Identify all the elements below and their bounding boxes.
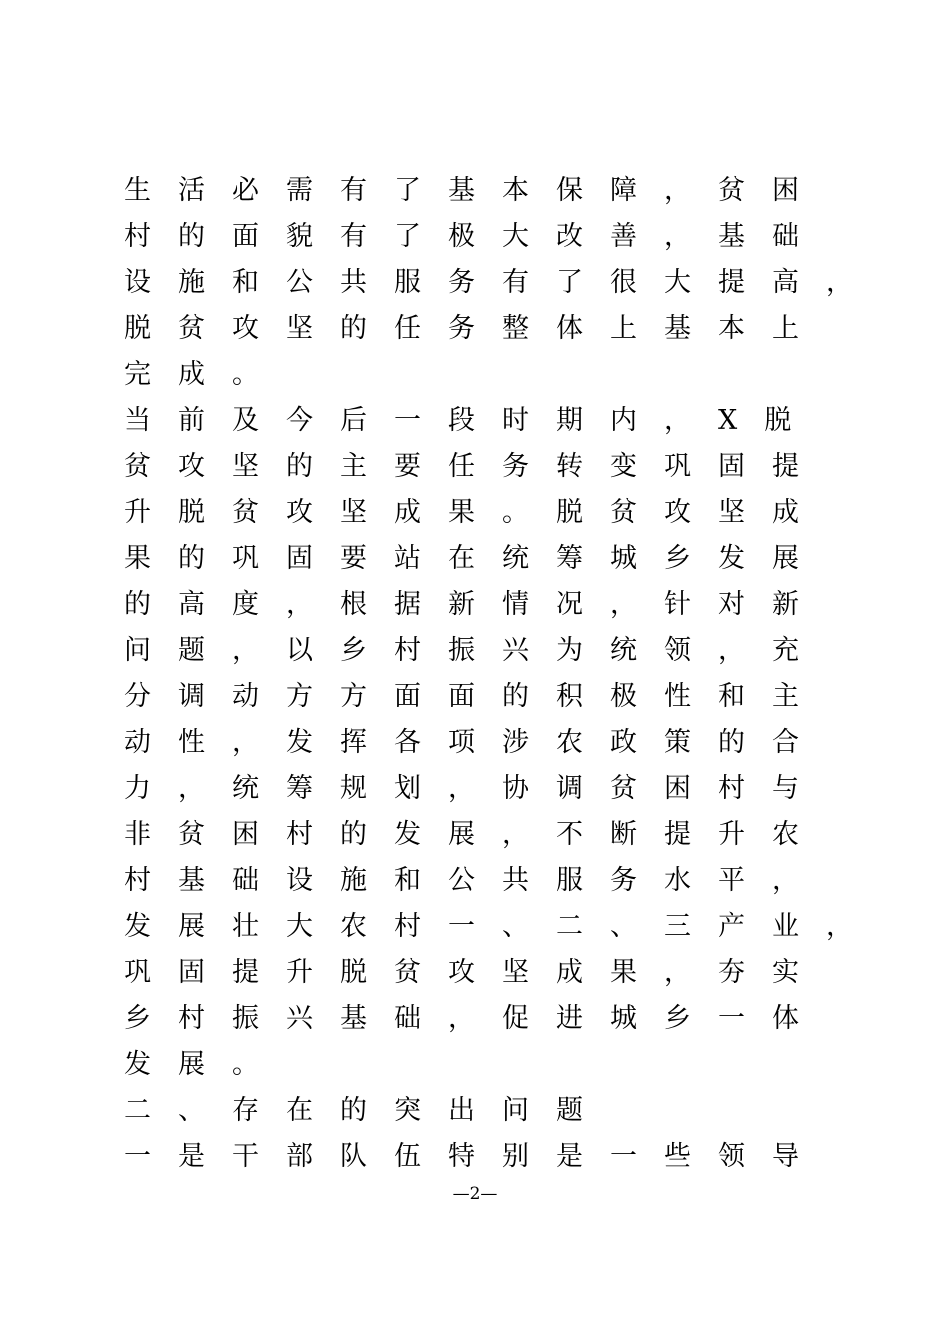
text-line: 当前及今后一段时期内，X脱 xyxy=(124,405,819,436)
text-line: 动性，发挥各项涉农政策的合 xyxy=(124,727,826,758)
text-line: 果的巩固要站在统筹城乡发展 xyxy=(124,543,826,574)
text-line: 贫攻坚的主要任务转变巩固提 xyxy=(124,451,826,482)
text-line: 发展。 xyxy=(124,1049,286,1080)
text-line: 力，统筹规划，协调贫困村与 xyxy=(124,773,826,804)
text-line: 发展壮大农村一、二、三产业， xyxy=(124,911,880,942)
body-text xyxy=(124,168,880,1180)
section-heading: 二、存在的突出问题 xyxy=(124,1095,610,1126)
text-line: 村的面貌有了极大改善，基础 xyxy=(124,221,826,252)
text-line: 村基础设施和公共服务水平， xyxy=(124,865,826,896)
page-number: —2— xyxy=(452,1184,498,1204)
text-line: 乡村振兴基础，促进城乡一体 xyxy=(124,1003,826,1034)
text-line: 升脱贫攻坚成果。脱贫攻坚成 xyxy=(124,497,826,528)
text-line: 脱贫攻坚的任务整体上基本上 xyxy=(124,313,826,344)
text-line: 非贫困村的发展，不断提升农 xyxy=(124,819,826,850)
text-line: 生活必需有了基本保障，贫困 xyxy=(124,175,826,206)
text-line: 巩固提升脱贫攻坚成果，夯实 xyxy=(124,957,826,988)
text-line: 设施和公共服务有了很大提高， xyxy=(124,267,880,298)
text-line: 分调动方方面面的积极性和主 xyxy=(124,681,826,712)
text-line: 一是干部队伍特别是一些领导 xyxy=(124,1141,826,1172)
text-line: 问题，以乡村振兴为统领，充 xyxy=(124,635,826,666)
text-line: 完成。 xyxy=(124,359,286,390)
text-line: 的高度，根据新情况，针对新 xyxy=(124,589,826,620)
